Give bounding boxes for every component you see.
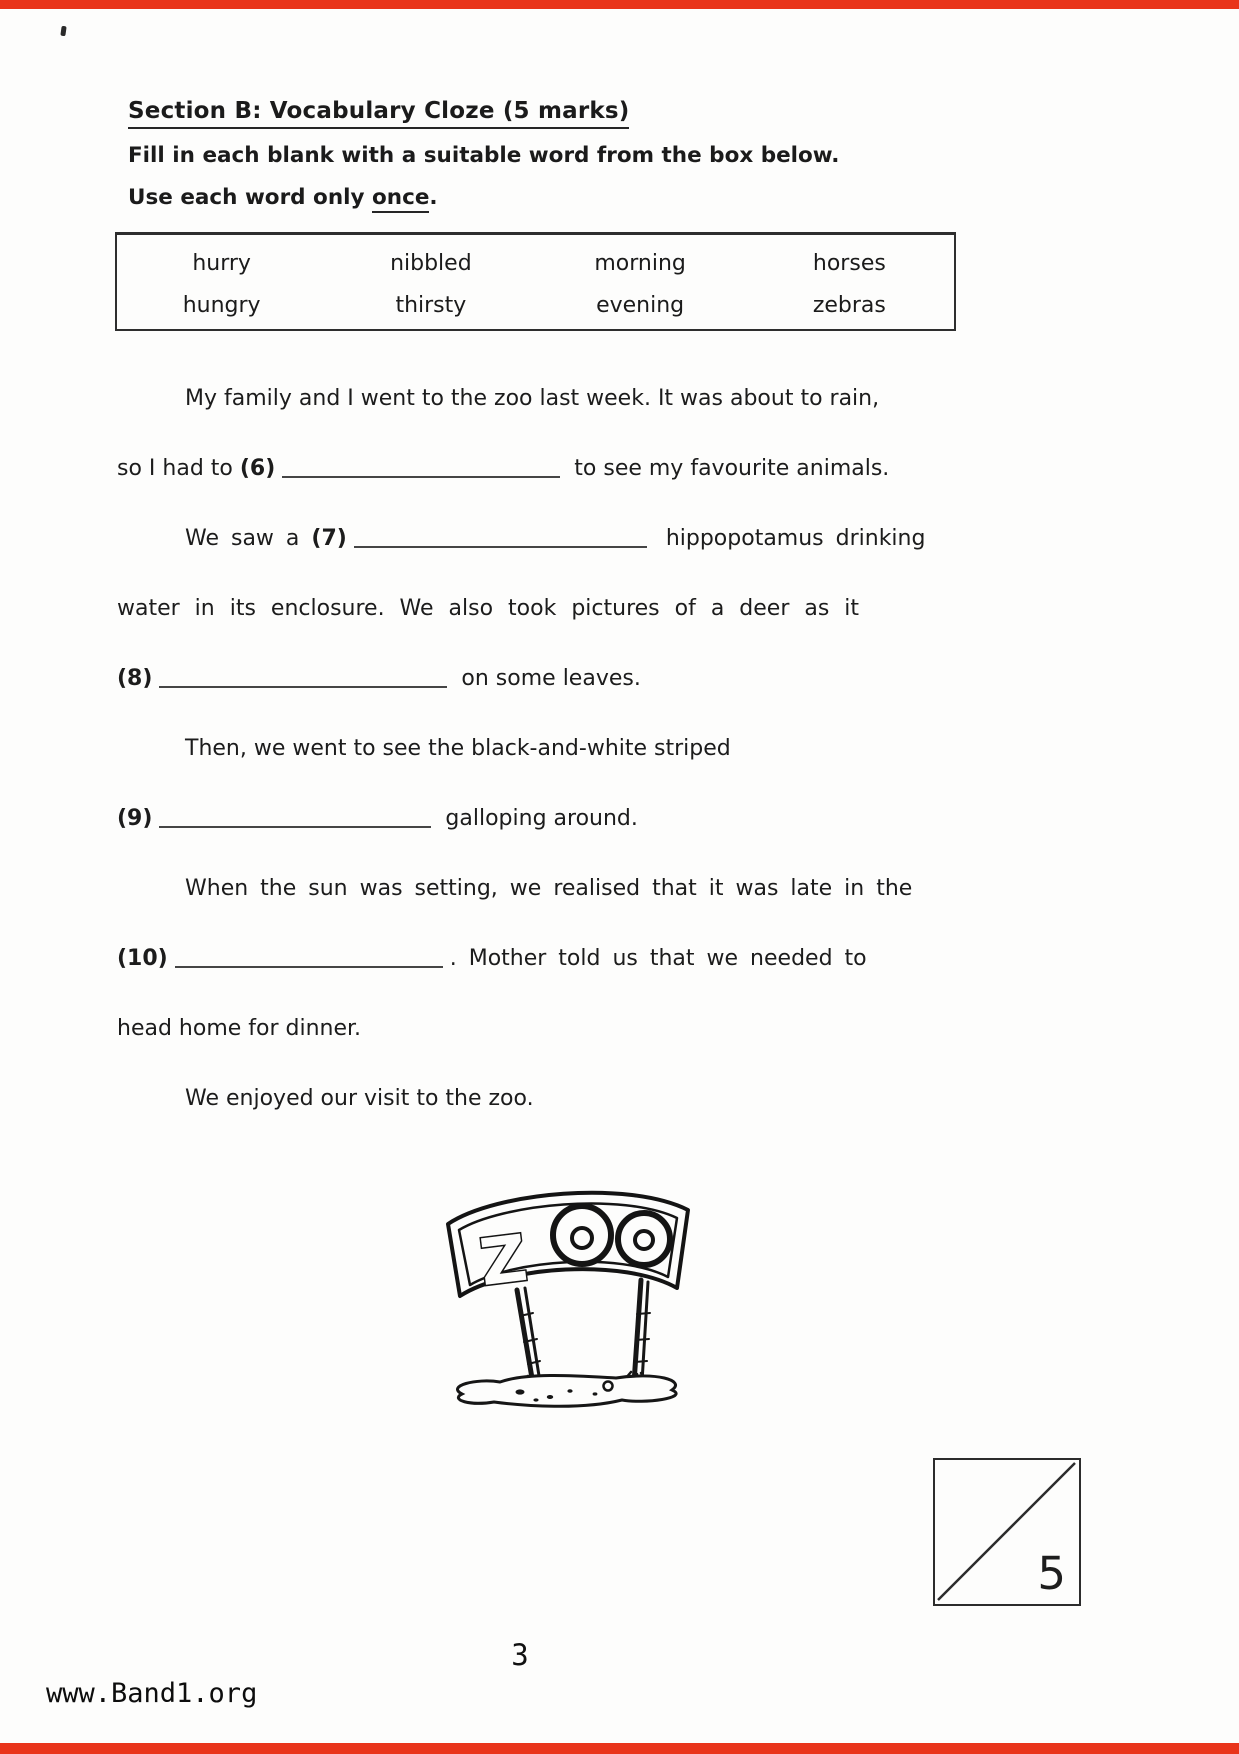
answer-blank-7	[354, 528, 647, 548]
word-bank-item: thirsty	[395, 292, 467, 318]
passage-line: We enjoyed our visit to the zoo.	[185, 1086, 534, 1111]
cloze-passage	[117, 386, 987, 1156]
passage-text: We saw a	[185, 526, 312, 551]
section-title: Section B: Vocabulary Cloze (5 marks)	[128, 98, 629, 129]
passage-line: My family and I went to the zoo last week. It was about to rain,	[185, 386, 880, 411]
question-number-9: (9)	[117, 806, 153, 831]
passage-line-blank-8	[117, 666, 987, 692]
passage-line: When the sun was setting, we realised that it was late in the	[185, 876, 913, 901]
question-number-7: (7)	[311, 526, 347, 551]
instruction-line-2-prefix: Use each word only	[128, 185, 373, 210]
word-bank-item: zebras	[812, 292, 886, 318]
passage-text: to see my favourite animals.	[567, 456, 890, 481]
passage-text: so I had to	[117, 456, 240, 481]
passage-line-blank-6	[117, 456, 987, 482]
word-bank-item: hungry	[182, 292, 261, 318]
answer-blank-6	[282, 458, 560, 478]
answer-blank-9	[159, 808, 431, 828]
website-footer: www.Band1.org	[46, 1678, 258, 1709]
word-bank-box	[115, 232, 956, 331]
passage-line: water in its enclosure. We also took pictures of a deer as it	[117, 596, 860, 621]
question-number-10: (10)	[117, 946, 168, 971]
marks-score-box	[933, 1458, 1081, 1606]
passage-line: Then, we went to see the black-and-white striped	[185, 736, 731, 761]
passage-line: head home for dinner.	[117, 1016, 362, 1041]
passage-line-blank-10	[117, 946, 987, 972]
passage-text: galloping around.	[438, 806, 638, 831]
score-box-total: 5	[1037, 1547, 1066, 1600]
passage-text: hippopotamus drinking	[653, 526, 926, 551]
word-bank-item: evening	[596, 292, 685, 318]
page-number: 3	[511, 1638, 529, 1672]
scan-edge-bottom	[0, 1743, 1239, 1754]
section-header	[128, 98, 1028, 213]
instruction-line-2-suffix: .	[429, 185, 438, 210]
scan-edge-top	[0, 0, 1239, 9]
zoo-sign-letter-z: Z	[476, 1221, 532, 1301]
passage-text: on some leaves.	[454, 666, 641, 691]
word-bank-item: nibbled	[390, 250, 472, 276]
question-number-8: (8)	[117, 666, 153, 691]
passage-line-blank-9	[117, 806, 987, 832]
instruction-once-underlined: once	[372, 185, 429, 213]
instruction-line-2	[128, 182, 1028, 213]
zoo-sign-illustration	[432, 1178, 704, 1424]
passage-text: . Mother told us that we needed to	[449, 946, 867, 971]
passage-line-blank-7	[117, 526, 987, 552]
question-number-6: (6)	[239, 456, 276, 481]
ink-speck	[60, 26, 66, 37]
instruction-line-1: Fill in each blank with a suitable word from the box below.	[128, 143, 840, 168]
answer-blank-10	[175, 948, 443, 968]
word-bank-item: hurry	[192, 250, 251, 276]
word-bank-item: horses	[812, 250, 886, 276]
word-bank-item: morning	[594, 250, 686, 276]
answer-blank-8	[159, 668, 447, 688]
